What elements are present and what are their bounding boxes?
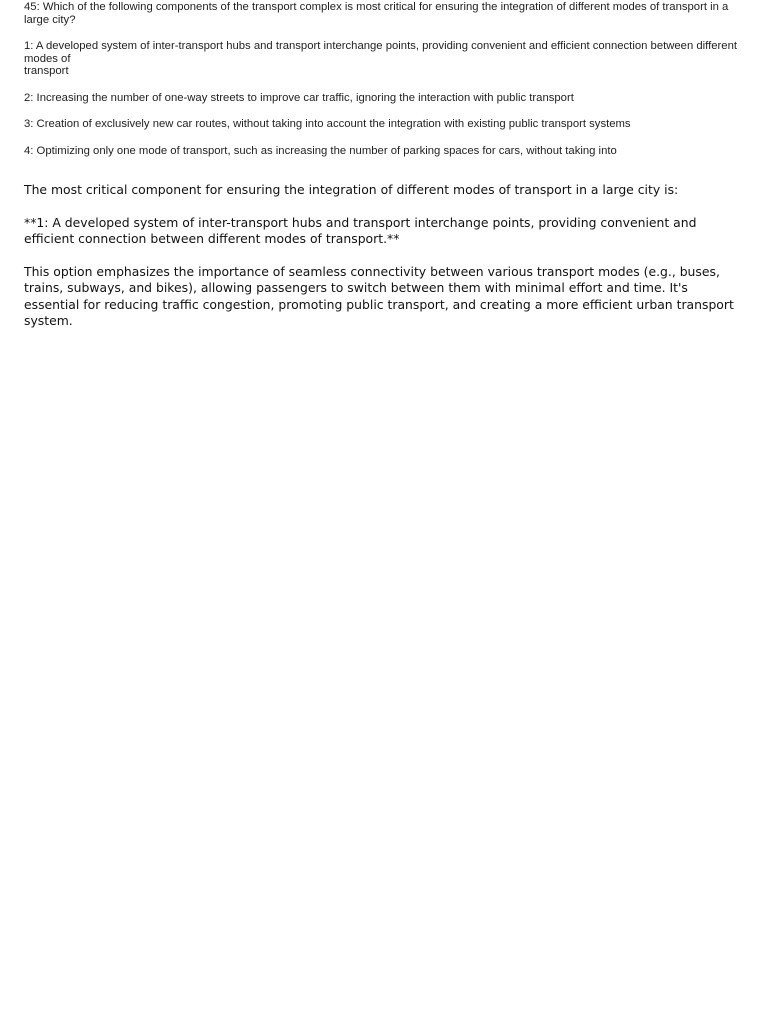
option-1: 1: A developed system of inter-transport hubs and transport interchange points, providing convenient and efficient connection between different modes of transport [24,40,737,77]
option-4: 4: Optimizing only one mode of transport, such as increasing the number of parking spaces for cars, without taking into [24,144,617,157]
option-3: 3: Creation of exclusively new car routes, without taking into account the integration with existing public transport systems [24,118,631,130]
answer-intro: The most critical component for ensuring the integration of different modes of transport in a large city is: [24,182,679,197]
option-2: 2: Increasing the number of one-way streets to improve car traffic, ignoring the interaction with public transport [24,91,574,104]
answer-choice: **1: A developed system of inter-transport hubs and transport interchange points, providing convenient and efficient connection between different modes of transport.** [24,214,697,246]
answer-explanation: This option emphasizes the importance of seamless connectivity between various transport modes (e.g., buses, trains, subways, and bikes), allowing passengers to switch between them with minimal effort and time. It's essential for reducing traffic congestion, promoting public transport, and creating a more efficient urban transport system. [24,263,734,328]
document-page [24,0,744,330]
question-text: 45: Which of the following components of the transport complex is most critical for ensuring the integration of different modes of transport in a large city? [24,1,729,26]
